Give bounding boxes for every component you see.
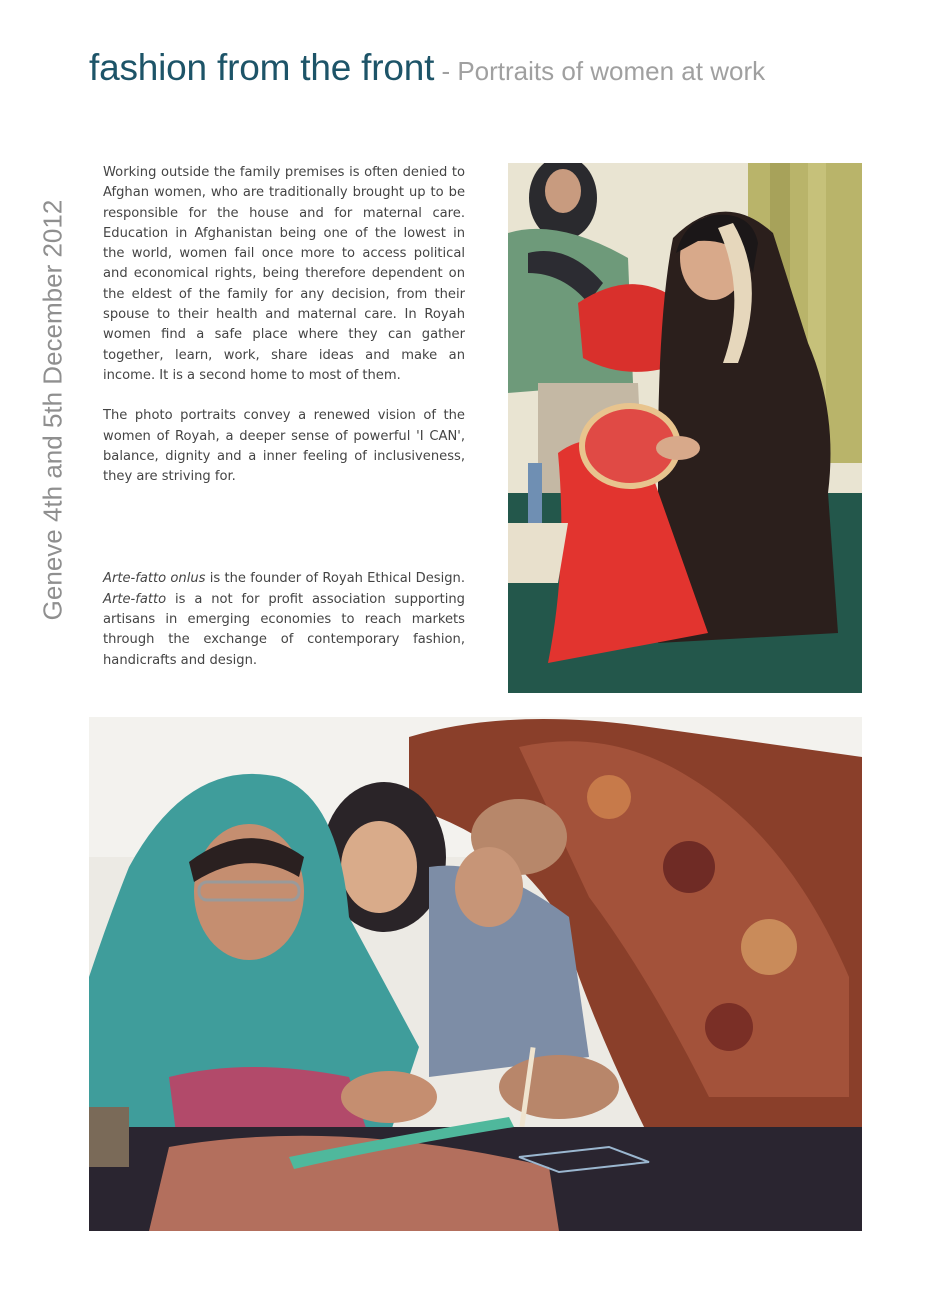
event-date-vertical: Geneve 4th and 5th December 2012 [37,199,68,621]
article-text [103,163,465,671]
paragraph-text: is the founder of Royah Ethical Design. [205,571,465,587]
embroidery-photo [508,163,862,693]
page-subtitle: - Portraits of women at work [434,56,766,86]
group-work-photo [89,717,862,1231]
embroidery-photo-illustration [508,163,862,693]
org-name: Arte-fatto [103,591,167,607]
page-title-line [89,44,849,100]
paragraph-arte-fatto [103,569,465,670]
group-work-photo-illustration [89,717,862,1231]
paragraph-portraits: The photo portraits convey a renewed vision of the women of Royah, a deeper sense of powerful 'I CAN', balance, dignity and a inner feeling of inclusiveness, they are striving for. [103,408,465,485]
paragraph-text: is a not for profit association supporting artisans in emerging economies to reach markets through the exchange of contemporary fashion, handicrafts and design. [103,591,465,668]
page-title: fashion from the front [89,47,435,88]
org-name: Arte-fatto onlus [103,571,206,587]
paragraph-intro: Working outside the family premises is often denied to Afghan women, who are traditionally brought up to be responsible for the house and for maternal care. Education in Afghanistan being one of the lowest in the world, women fail once more to access political and economical rights, being therefore dependent on the eldest of the family for any decision, from their spouse to their health and maternal care. In Royah women find a safe place where they can gather together, learn, work, share ideas and make an income. It is a second home to most of them. [103,165,465,383]
